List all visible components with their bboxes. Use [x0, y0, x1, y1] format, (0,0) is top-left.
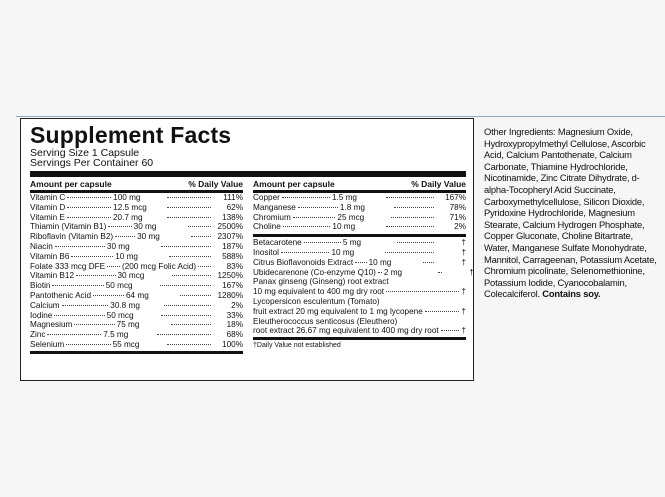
dot-leader [378, 272, 382, 273]
nutrient-dv: 78% [449, 202, 467, 212]
nutrient-dv: 71% [449, 212, 467, 222]
allergen-statement: Contains soy. [542, 288, 601, 300]
nutrient-amount: 20.7 mg [112, 212, 143, 222]
other-ingredients [484, 126, 659, 300]
nutrient-row-label: Eleutherococcus senticosus (Eleuthero) [253, 316, 398, 326]
nutrient-amount: 1.8 mg [339, 202, 365, 212]
column-header [30, 177, 243, 193]
nutrient-dv: 2% [231, 300, 244, 310]
dot-leader [67, 217, 111, 218]
nutrient-row [253, 258, 466, 268]
nutrient-name: Thiamin (Vitamin B1) [30, 222, 107, 232]
dot-leader [74, 324, 114, 325]
nutrient-dv: 167% [222, 281, 244, 291]
nutrient-amount: 50 mcg [105, 281, 133, 291]
dot-leader [198, 266, 211, 267]
nutrient-dv: † [469, 267, 474, 277]
top-divider-line [16, 116, 665, 117]
dot-leader [157, 334, 211, 335]
nutrient-name: Riboflavin (Vitamin B2) [30, 232, 114, 242]
dot-leader [425, 311, 460, 312]
dot-leader [423, 262, 434, 263]
nutrient-dv: 1280% [217, 290, 243, 300]
nutrient-row [30, 252, 243, 262]
dot-leader [397, 242, 434, 243]
dot-leader [167, 344, 211, 345]
nutrient-dv: 68% [226, 330, 243, 340]
nutrient-row-label: Panax ginseng (Ginseng) root extract [253, 277, 389, 287]
nutrient-dv: 167% [445, 193, 467, 202]
dot-leader [169, 256, 211, 257]
dot-leader [167, 207, 211, 208]
nutrient-amount: 1.5 mg [331, 193, 357, 202]
nutrient-amount: 55 mcg [112, 339, 140, 349]
nutrient-row [30, 320, 243, 330]
dot-leader [108, 226, 131, 227]
nutrient-name: Vitamin E [30, 212, 65, 222]
dot-leader [107, 266, 120, 267]
nutrient-dv: † [461, 326, 466, 336]
nutrient-dv: 138% [222, 212, 244, 222]
nutrient-name: Magnesium [30, 320, 73, 330]
dot-leader [438, 272, 442, 273]
nutrient-name: fruit extract 20 mg equivalent to 1 mg lycopene [253, 306, 423, 316]
other-ingredients-text: Other Ingredients: Magnesium Oxide, Hydroxypropylmethyl Cellulose, Ascorbic Acid, Calcium Pantothenate, Calcium Carbonate, Thiamine Hydrochloride, Nicotinamide, Zinc Citrate Dihydrate, d-alpha-Tocopheryl Acid Succinate, Carboxymethylcellulose, Silicon Dioxide, Pyridoxine Hydrochloride, Magnesium Stearate, Calcium Hydrogen Phosphate, Copper Gluconate, Choline Bitartrate, Water, Manganese Sulfate Monohydrate, Mannitol, Carrageenan, Potassium Acetate, Chromium picolinate, Selenomethionine, Potassium Iodide, Cyanocobalamin, Colecalciferol. [484, 126, 657, 300]
nutrient-row [253, 248, 466, 258]
dot-leader [67, 197, 111, 198]
nutrient-amount: 30 mcg [117, 271, 145, 281]
nutrient-row [30, 271, 243, 281]
dot-leader [160, 285, 211, 286]
dot-leader [76, 275, 116, 276]
amount-header: Amount per capsule [30, 179, 112, 189]
nutrient-row [30, 262, 243, 272]
nutrient-row [30, 242, 243, 252]
dot-leader [355, 262, 366, 263]
nutrient-name: Manganese [253, 202, 296, 212]
nutrient-name: Niacin [30, 241, 53, 251]
nutrient-name: root extract 26.67 mg equivalent to 400 mg dry root [253, 326, 439, 336]
nutrient-name: Betacarotene [253, 238, 302, 248]
nutrient-name: Folate 333 mcg DFE [30, 261, 106, 271]
dot-leader [71, 256, 113, 257]
dot-leader [386, 291, 459, 292]
nutrient-amount: 75 mg [116, 320, 140, 330]
nutrient-row [30, 330, 243, 340]
nutrient-row [30, 222, 243, 232]
nutrient-dv: 33% [226, 310, 243, 320]
nutrient-row [253, 203, 466, 213]
dot-leader [385, 252, 434, 253]
nutrient-amount: 25 mcg [337, 212, 365, 222]
dot-leader [386, 197, 434, 198]
dot-leader [47, 334, 101, 335]
panel-title: Supplement Facts [30, 122, 232, 148]
dot-leader [62, 305, 109, 306]
nutrient-row [30, 203, 243, 213]
nutrient-dv: 2307% [217, 232, 243, 242]
nutrient-row [30, 311, 243, 321]
dot-leader [293, 217, 336, 218]
nutrient-row [30, 301, 243, 311]
dot-leader [54, 315, 104, 316]
dot-leader [283, 226, 331, 227]
dot-leader [67, 207, 111, 208]
nutrient-name: Ubidecarenone (Co-enzyme Q10) [253, 267, 376, 277]
dot-leader [441, 330, 460, 331]
nutrient-amount: 30 mg [106, 241, 130, 251]
nutrient-row [253, 222, 466, 232]
nutrient-amount: 50 mcg [106, 310, 134, 320]
nutrient-row [253, 193, 466, 203]
dot-leader [161, 315, 211, 316]
nutrient-dv: 111% [223, 193, 243, 202]
left-column [30, 177, 243, 354]
nutrient-dv: † [461, 287, 466, 297]
right-nutrient-list-bottom [253, 238, 474, 336]
nutrient-dv: † [461, 306, 466, 316]
nutrient-name: Calcium [30, 300, 60, 310]
nutrient-dv: 187% [222, 241, 244, 251]
dot-leader [180, 295, 211, 296]
dot-leader [172, 275, 212, 276]
nutrient-row [253, 287, 466, 297]
nutrient-name: Biotin [30, 281, 51, 291]
nutrient-dv: 2% [454, 222, 467, 232]
nutrient-name: Citrus Bioflavonoids Extract [253, 257, 354, 267]
nutrient-row [253, 267, 474, 278]
nutrient-name: Iodine [30, 310, 53, 320]
nutrient-amount: 10 mg [331, 247, 355, 257]
nutrient-dv: 1250% [217, 271, 243, 281]
nutrient-row [253, 326, 466, 336]
right-column [253, 177, 474, 354]
nutrient-row [30, 213, 243, 223]
nutrient-amount: 10 mg [115, 251, 138, 261]
nutrient-row [30, 193, 243, 203]
nutrient-dv: † [461, 247, 467, 257]
nutrient-name: Vitamin C [30, 193, 66, 202]
nutrient-dv: † [461, 238, 466, 248]
dot-leader [281, 252, 330, 253]
amount-header: Amount per capsule [253, 179, 335, 189]
nutrient-row [30, 291, 243, 301]
nutrient-dv: 588% [222, 251, 244, 261]
nutrient-amount: 12.5 mcg [113, 202, 147, 212]
nutrient-name: Copper [253, 193, 280, 202]
dot-leader [298, 207, 338, 208]
dot-leader [167, 217, 211, 218]
left-nutrient-list [30, 193, 243, 350]
dot-leader [394, 207, 434, 208]
column-end-bar [30, 351, 243, 354]
nutrient-row [253, 213, 466, 223]
dot-leader [115, 236, 135, 237]
dot-leader [304, 242, 341, 243]
nutrient-name: Inositol [253, 247, 279, 257]
dot-leader [55, 246, 105, 247]
nutrient-amount: 5 mg [342, 238, 362, 248]
nutrient-dv: 62% [226, 202, 243, 212]
serving-size: Serving Size 1 Capsule [30, 147, 140, 159]
dot-leader [282, 197, 330, 198]
dot-leader [171, 324, 211, 325]
dv-header: % Daily Value [188, 179, 243, 189]
nutrient-row [253, 307, 466, 317]
nutrient-row [30, 232, 243, 242]
dot-leader [161, 246, 211, 247]
nutrient-amount: 30 mg [133, 222, 157, 232]
nutrient-name: Chromium [253, 212, 291, 222]
nutrient-name: Pantothenic Acid [30, 290, 91, 300]
dot-leader [188, 226, 211, 227]
nutrient-name: Choline [253, 222, 281, 232]
nutrient-dv: † [461, 257, 467, 267]
nutrient-amount: (200 mcg Folic Acid) [121, 261, 197, 271]
nutrient-dv: 83% [226, 261, 244, 271]
nutrient-name: Zinc [30, 330, 46, 340]
dot-leader [52, 285, 103, 286]
nutrient-amount: 10 mg [332, 222, 356, 232]
servings-per-container: Servings Per Container 60 [30, 157, 154, 169]
nutrient-name: Vitamin B6 [30, 251, 70, 261]
nutrient-name: Selenium [30, 339, 65, 349]
nutrient-name: Vitamin B12 [30, 271, 74, 281]
dot-leader [191, 236, 211, 237]
nutrient-amount: 10 mg [368, 257, 392, 267]
nutrient-row [253, 238, 466, 248]
nutrient-amount: 100 mg [113, 193, 141, 202]
dot-leader [391, 217, 434, 218]
nutrient-amount: 30 mg [137, 232, 160, 242]
dot-leader [386, 226, 434, 227]
right-nutrient-list-top [253, 193, 466, 232]
nutrient-name: Vitamin D [30, 202, 66, 212]
nutrient-row [30, 340, 243, 350]
supplement-facts-panel [20, 118, 474, 381]
nutrient-amount: 2 mg [383, 267, 403, 277]
dot-leader [93, 295, 124, 296]
nutrient-amount: 64 mg [126, 290, 149, 300]
nutrient-row [30, 281, 243, 291]
nutrient-row-label: Lycopersicon esculentum (Tomato) [253, 296, 380, 306]
nutrient-dv: 2500% [217, 222, 244, 232]
nutrient-amount: 7.5 mg [103, 330, 129, 340]
nutrient-name: 10 mg equivalent to 400 mg dry root [253, 287, 385, 297]
nutrient-dv: 100% [222, 339, 244, 349]
dot-leader [66, 344, 110, 345]
footnote: †Daily Value not established [253, 342, 341, 350]
section-divider [253, 234, 466, 237]
nutrient-dv: 18% [226, 320, 244, 330]
dot-leader [167, 197, 211, 198]
column-header [253, 177, 466, 193]
nutrient-amount: 30.8 mg [110, 300, 140, 310]
dv-header: % Daily Value [411, 179, 466, 189]
dot-leader [164, 305, 211, 306]
